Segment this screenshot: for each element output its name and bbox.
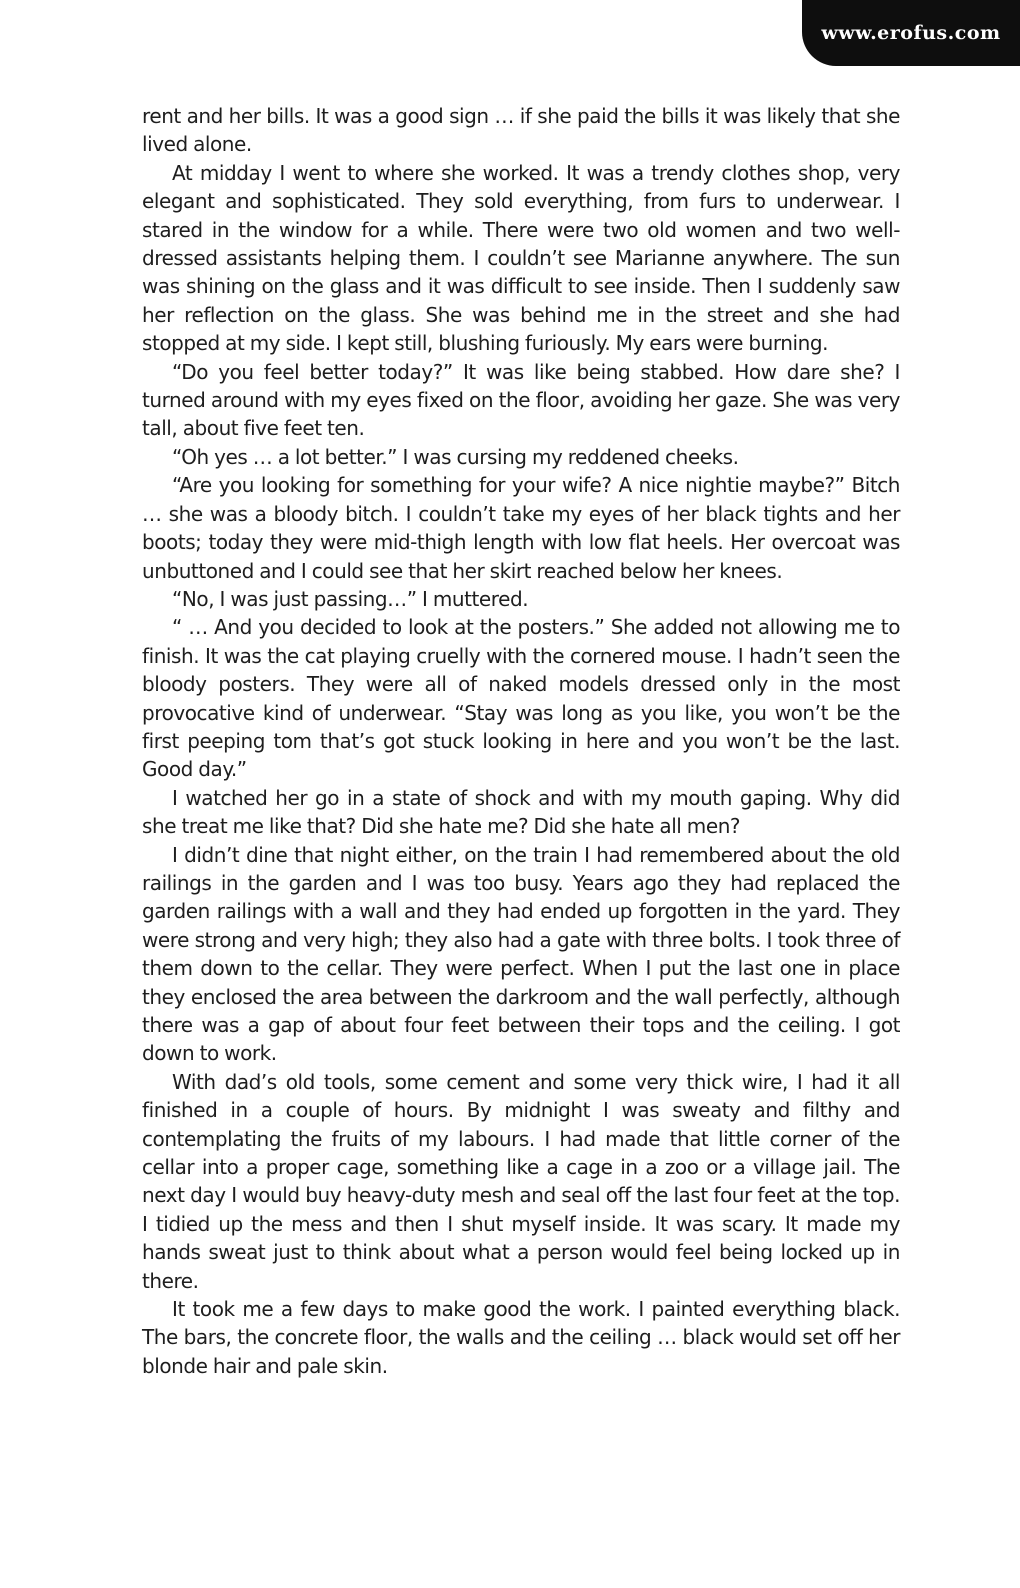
paragraph: “Oh yes … a lot better.” I was cursing my reddened cheeks.: [172, 444, 739, 469]
watermark-text: www.erofus.com: [821, 22, 1001, 44]
page-body: [142, 102, 900, 1380]
paragraph: It took me a few days to make good the work. I painted everything black. The bars, the concrete floor, the walls and the ceiling … black would set off her blonde hair and pale skin.: [142, 1297, 900, 1378]
paragraph: rent and her bills. It was a good sign … if she paid the bills it was likely that she lived alone.: [142, 104, 900, 157]
paragraph: I didn’t dine that night either, on the train I had remembered about the old railings in the garden and I was too busy. Years ago they had replaced the garden railings with a wall and they had ended up forgotten in the yard. They were strong and very high; they also had a gate with three bolts. I took three of them down to the cellar. They were perfect. When I put the last one in place they enclosed the area between the darkroom and the wall perfectly, although there was a gap of about four feet between their tops and the ceiling. I got down to work.: [142, 842, 900, 1066]
paragraph: “No, I was just passing…” I muttered.: [172, 586, 529, 611]
paragraph: With dad’s old tools, some cement and some very thick wire, I had it all finished in a couple of hours. By midnight I was sweaty and filthy and contemplating the fruits of my labours. I had made that little corner of the cellar into a proper cage, something like a cage in a zoo or a village jail. The next day I would buy heavy-duty mesh and seal off the last four feet at the top. I tidied up the mess and then I shut myself inside. It was scary. It made my hands sweat just to think about what a person would feel being locked up in there.: [142, 1069, 900, 1293]
paragraph: “Do you feel better today?” It was like being stabbed. How dare she? I turned around with my eyes fixed on the floor, avoiding her gaze. She was very tall, about five feet ten.: [142, 359, 900, 441]
paragraph: “ … And you decided to look at the posters.” She added not allowing me to finish. It was the cat playing cruelly with the cornered mouse. I hadn’t seen the bloody posters. They were all of naked models dressed only in the most provocative kind of underwear. “Stay was long as you like, you won’t be the first peeping tom that’s got stuck looking in here and you won’t be the last. Good day.”: [142, 615, 900, 782]
paragraph: I watched her go in a state of shock and with my mouth gaping. Why did she treat me like that? Did she hate me? Did she hate all men?: [142, 785, 900, 839]
paragraph: “Are you looking for something for your wife? A nice nightie maybe?” Bitch … she was a bloody bitch. I couldn’t take my eyes of her black tights and her boots; today they were mid-thigh length with low flat heels. Her overcoat was unbuttoned and I could see that her skirt reached below her knees.: [142, 473, 900, 583]
paragraph: At midday I went to where she worked. It was a trendy clothes shop, very elegant and sophisticated. They sold everything, from furs to underwear. I stared in the window for a while. There were two old women and two well-dressed assistants helping them. I couldn’t see Marianne anywhere. The sun was shining on the glass and it was difficult to see inside. Then I suddenly saw her reflection on the glass. She was behind me in the street and she had stopped at my side. I kept still, blushing furiously. My ears were burning.: [142, 160, 900, 356]
watermark-badge: [802, 0, 1020, 66]
